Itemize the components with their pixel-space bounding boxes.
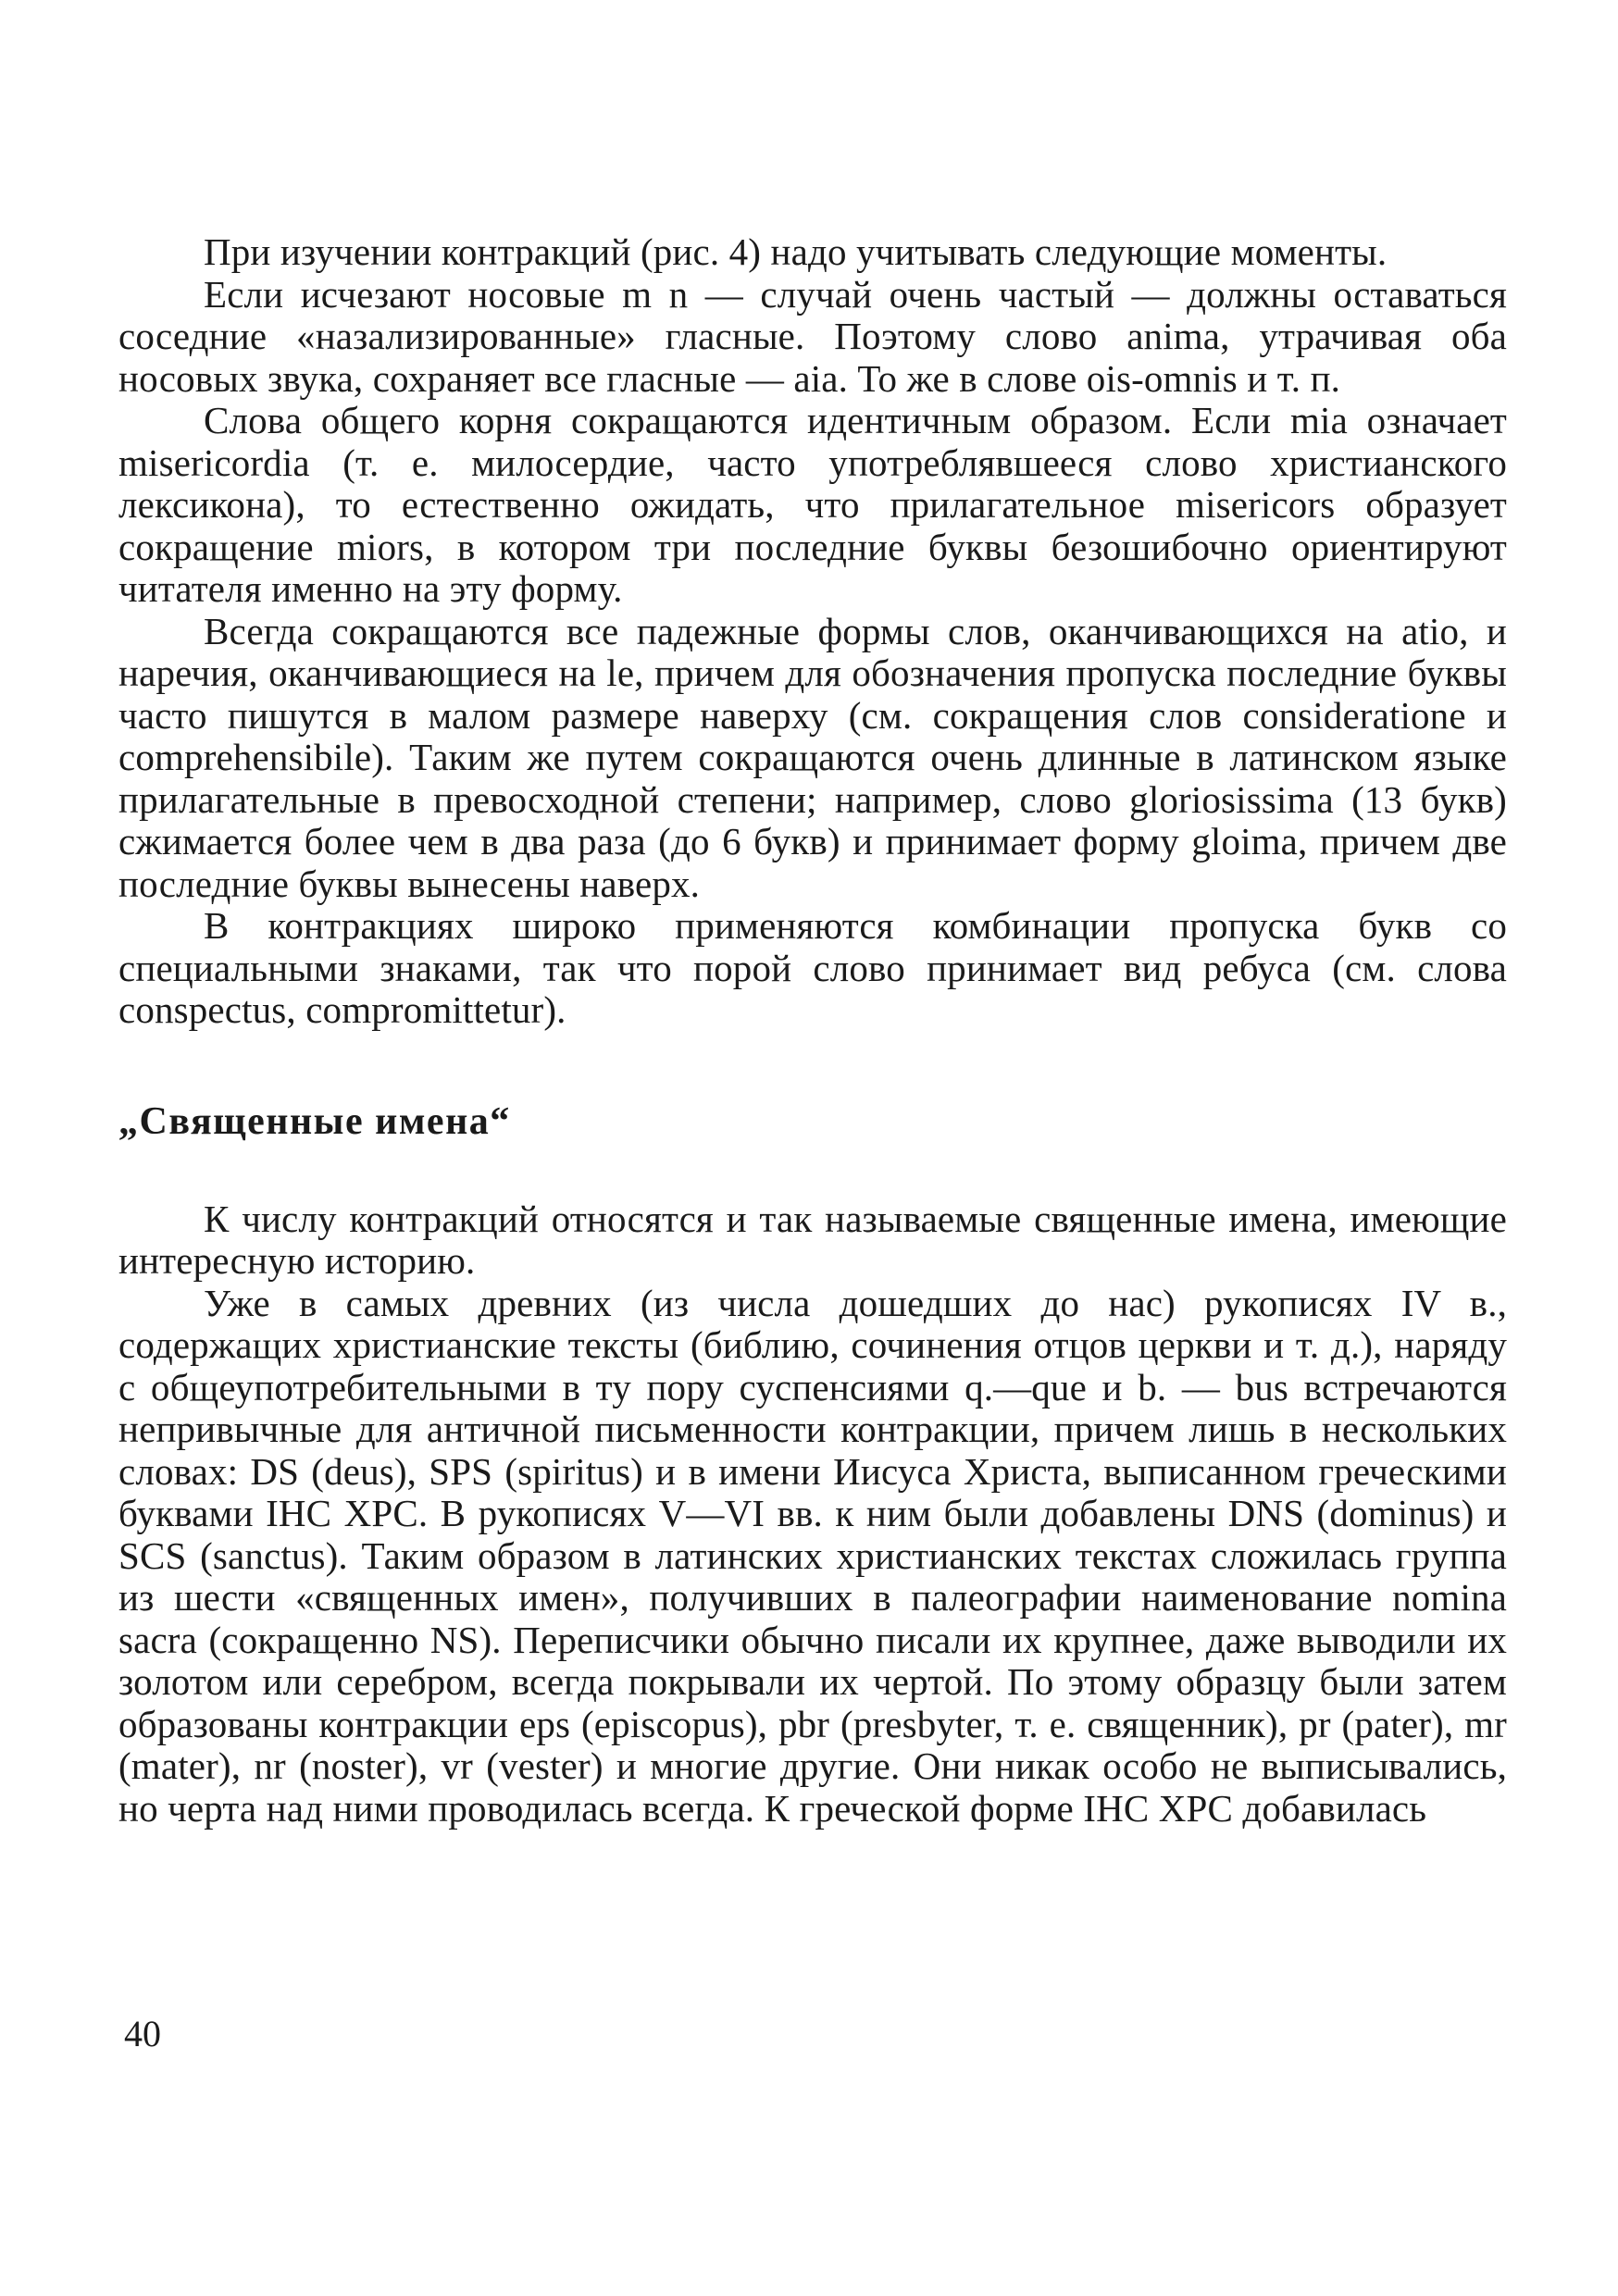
paragraph: Если исчезают носовые m n — случай очень частый — должны оставаться соседние «назализированные» гласные. Поэтому слово anima, утрачивая оба носовых звука, сохраняет все гласные — aia. То же в слове ois-omnis и т. п. <box>118 272 1507 400</box>
section-contractions <box>118 231 1507 1032</box>
section-sacred-names <box>118 1198 1507 1831</box>
paragraph: В контракциях широко применяются комбинации пропуска букв со специальными знаками, так что порой слово принимает вид ребуса (см. слова conspectus, compromittetur). <box>118 904 1507 1031</box>
paragraph: При изучении контракций (рис. 4) надо учитывать следующие моменты. <box>204 230 1388 273</box>
paragraph: К числу контракций относятся и так называемые священные имена, имеющие интересную историю. <box>118 1197 1507 1282</box>
page-body <box>118 231 1507 1830</box>
section-heading: „Священные имена“ <box>118 1099 511 1143</box>
paragraph: Уже в самых древних (из числа дошедших до нас) рукописях IV в., содержащих христианские тексты (библию, сочинения отцов церкви и т. д.), наряду с общеупотребительными в ту пору суспенсиями q.—que и b. — bus встречаются непривычные для античной письменности контракции, причем лишь в нескольких словах: DS (deus), SPS (spiritus) и в имени Иисуса Христа, выписанном греческими буквами IHC XPC. В рукописях V—VI вв. к ним были добавлены DNS (dominus) и SCS (sanctus). Таким образом в латинских христианских текстах сложилась группа из шести «священных имен», получивших в палеографии наименование nomina sacra (сокращенно NS). Переписчики обычно писали их крупнее, даже выводили их золотом или серебром, всегда покрывали их чертой. По этому образцу были затем образованы контракции eps (episcopus), pbr (presbyter, т. е. священник), pr (pater), mr (mater), nr (noster), vr (vester) и многие другие. Они никак особо не выписывались, но черта над ними проводилась всегда. К греческой форме IHC XPC добавилась <box>118 1281 1507 1830</box>
paragraph: Слова общего корня сокращаются идентичным образом. Если mia означает misericordia (т. е. милосердие, часто употреблявшееся слово христианского лексикона), то естественно ожидать, что прилагательное misericors образует сокращение miors, в котором три последние буквы безошибочно ориентируют читателя именно на эту форму. <box>118 399 1507 610</box>
paragraph: Всегда сокращаются все падежные формы слов, оканчивающихся на atio, и наречия, оканчивающиеся на le, причем для обозначения пропуска последние буквы часто пишутся в малом размере наверху (см. сокращения слов consideratione и comprehensibile). Таким же путем сокращаются очень длинные в латинском языке прилагательные в превосходной степени; например, слово gloriosissima (13 букв) сжимается более чем в два раза (до 6 букв) и принимает форму gloima, причем две последние буквы вынесены наверх. <box>118 609 1507 905</box>
page-number: 40 <box>124 2013 161 2054</box>
